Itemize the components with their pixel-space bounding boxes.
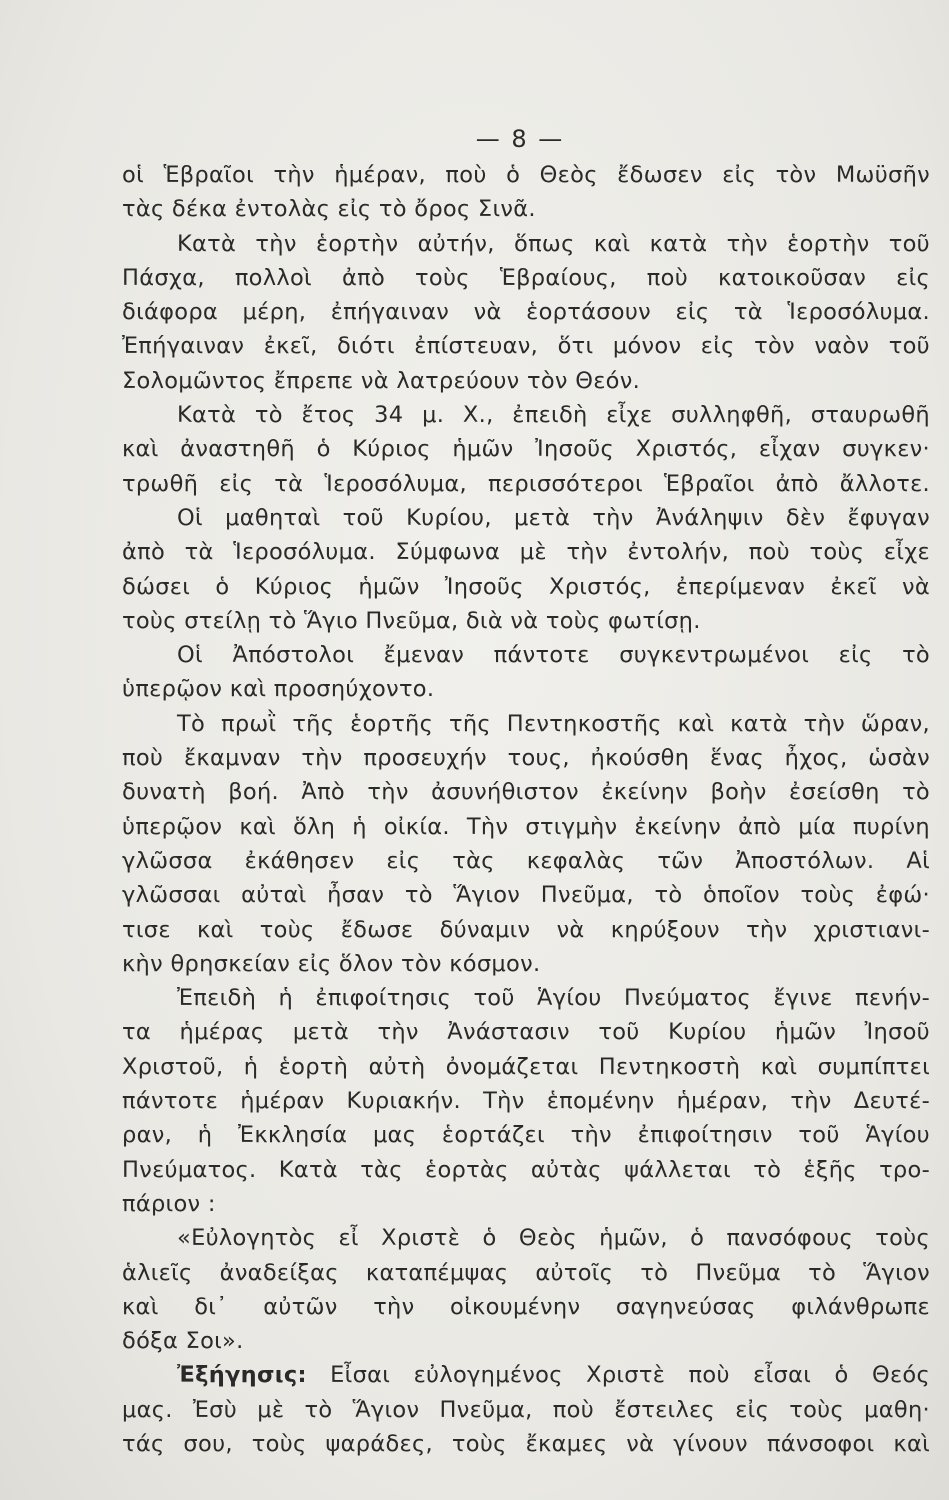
text-line: Οἱ μαθηταὶ τοῦ Κυρίου, μετὰ τὴν Ἀνάληψιν δὲν ἔφυγαν [177, 504, 930, 531]
text-line: Σολομῶντος ἔπρεπε νὰ λατρεύουν τὸν Θεόν. [122, 367, 641, 394]
text-line: πάριον : [122, 1190, 216, 1217]
text-line: οἱ Ἑβραῖοι τὴν ἡμέραν, ποὺ ὁ Θεὸς ἔδωσεν εἰς τὸν Μωϋσῆν [122, 162, 930, 188]
text-line: τισε καὶ τοὺς ἔδωσε δύναμιν νὰ κηρύξουν τὴν χριστιανι- [122, 916, 930, 943]
text-line: ἀπὸ τὰ Ἱεροσόλυμα. Σύμφωνα μὲ τὴν ἐντολήν, ποὺ τοὺς εἶχε [122, 539, 930, 566]
text-line: καὶ δι᾽ αὐτῶν τὴν οἰκουμένην σαγηνεύσας φιλάνθρωπε [122, 1293, 930, 1320]
text-line: Πάσχα, πολλοὶ ἀπὸ τοὺς Ἑβραίους, ποὺ κατοικοῦσαν εἰς [122, 264, 930, 291]
text-line: Τὸ πρωῒ τῆς ἑορτῆς τῆς Πεντηκοστῆς καὶ κατὰ τὴν ὥραν, [177, 710, 930, 737]
text-line: τὰς δέκα ἐντολὰς εἰς τὸ ὄρος Σινᾶ. [122, 196, 536, 223]
text-line: γλῶσσα ἐκάθησεν εἰς τὰς κεφαλὰς τῶν Ἀποστόλων. Αἱ [122, 847, 930, 874]
text-line: δόξα Σοι». [122, 1328, 244, 1355]
explanation-label: Ἐξήγησις: [177, 1362, 307, 1389]
text-line: τρωθῆ εἰς τὰ Ἱεροσόλυμα, περισσότεροι Ἑβραῖοι ἀπὸ ἄλλοτε. [122, 470, 930, 497]
text-line: καὶ ἀναστηθῆ ὁ Κύριος ἡμῶν Ἰησοῦς Χριστός, εἶχαν συγκεν· [122, 436, 930, 463]
text-line: τοὺς στείλῃ τὸ Ἅγιο Πνεῦμα, διὰ νὰ τοὺς φωτίσῃ. [122, 607, 701, 634]
text-line: τα ἡμέρας μετὰ τὴν Ἀνάστασιν τοῦ Κυρίου ἡμῶν Ἰησοῦ [122, 1019, 930, 1046]
text-line: Ἐπειδὴ ἡ ἐπιφοίτησις τοῦ Ἁγίου Πνεύματος ἔγινε πενήν- [177, 985, 930, 1012]
body-text [122, 158, 930, 1461]
text-line: ἁλιεῖς ἀναδείξας καταπέμψας αὐτοῖς τὸ Πνεῦμα τὸ Ἅγιον [122, 1259, 930, 1286]
text-line: Ἐξήγησις: Εἶσαι εὐλογημένος Χριστὲ ποὺ εἶσαι ὁ Θεός [177, 1362, 930, 1389]
text-line: Οἱ Ἀπόστολοι ἔμεναν πάντοτε συγκεντρωμένοι εἰς τὸ [177, 642, 930, 669]
text-line: τάς σου, τοὺς ψαράδες, τοὺς ἔκαμες νὰ γίνουν πάνσοφοι καὶ [122, 1430, 930, 1457]
text-line: Χριστοῦ, ἡ ἑορτὴ αὐτὴ ὀνομάζεται Πεντηκοστὴ καὶ συμπίπτει [122, 1053, 930, 1080]
text-line: Κατὰ τὸ ἔτος 34 μ. Χ., ἐπειδὴ εἶχε συλληφθῆ, σταυρωθῆ [177, 402, 930, 429]
text-line: κὴν θρησκείαν εἰς ὅλον τὸν κόσμον. [122, 950, 541, 977]
page-number: — 8 — [475, 125, 565, 153]
text-line: ὑπερῷον καὶ προσηύχοντο. [122, 676, 435, 703]
text-line: ποὺ ἔκαμναν τὴν προσευχήν τους, ἠκούσθη ἕνας ἦχος, ὡσὰν [122, 745, 930, 772]
text-line: μας. Ἐσὺ μὲ τὸ Ἅγιον Πνεῦμα, ποὺ ἔστειλες εἰς τοὺς μαθη· [122, 1396, 930, 1423]
text-line: διάφορα μέρη, ἐπήγαιναν νὰ ἑορτάσουν εἰς τὰ Ἱεροσόλυμα. [122, 299, 930, 326]
text-line: ραν, ἡ Ἐκκλησία μας ἑορτάζει τὴν ἐπιφοίτησιν τοῦ Ἁγίου [122, 1122, 930, 1149]
text-line: δώσει ὁ Κύριος ἡμῶν Ἰησοῦς Χριστός, ἐπερίμεναν ἐκεῖ νὰ [122, 573, 930, 600]
text-line: Κατὰ τὴν ἑορτὴν αὐτήν, ὅπως καὶ κατὰ τὴν ἑορτὴν τοῦ [177, 230, 930, 257]
text-line: «Εὐλογητὸς εἶ Χριστὲ ὁ Θεὸς ἡμῶν, ὁ πανσόφους τοὺς [177, 1225, 930, 1252]
text-line: Πνεύματος. Κατὰ τὰς ἑορτὰς αὐτὰς ψάλλεται τὸ ἑξῆς τρο- [122, 1156, 930, 1183]
text-line: γλῶσσαι αὐταὶ ἦσαν τὸ Ἅγιον Πνεῦμα, τὸ ὁποῖον τοὺς ἐφώ· [122, 882, 930, 909]
text-line: δυνατὴ βοή. Ἀπὸ τὴν ἀσυνήθιστον ἐκείνην βοὴν ἐσείσθη τὸ [122, 779, 930, 806]
text-line: Ἐπήγαιναν ἐκεῖ, διότι ἐπίστευαν, ὅτι μόνον εἰς τὸν ναὸν τοῦ [122, 333, 930, 360]
text-line: πάντοτε ἡμέραν Κυριακήν. Τὴν ἑπομένην ἡμέραν, τὴν Δευτέ- [122, 1088, 930, 1115]
text-line: ὑπερῷον καὶ ὅλη ἡ οἰκία. Τὴν στιγμὴν ἐκείνην ἀπὸ μία πυρίνη [122, 813, 930, 840]
